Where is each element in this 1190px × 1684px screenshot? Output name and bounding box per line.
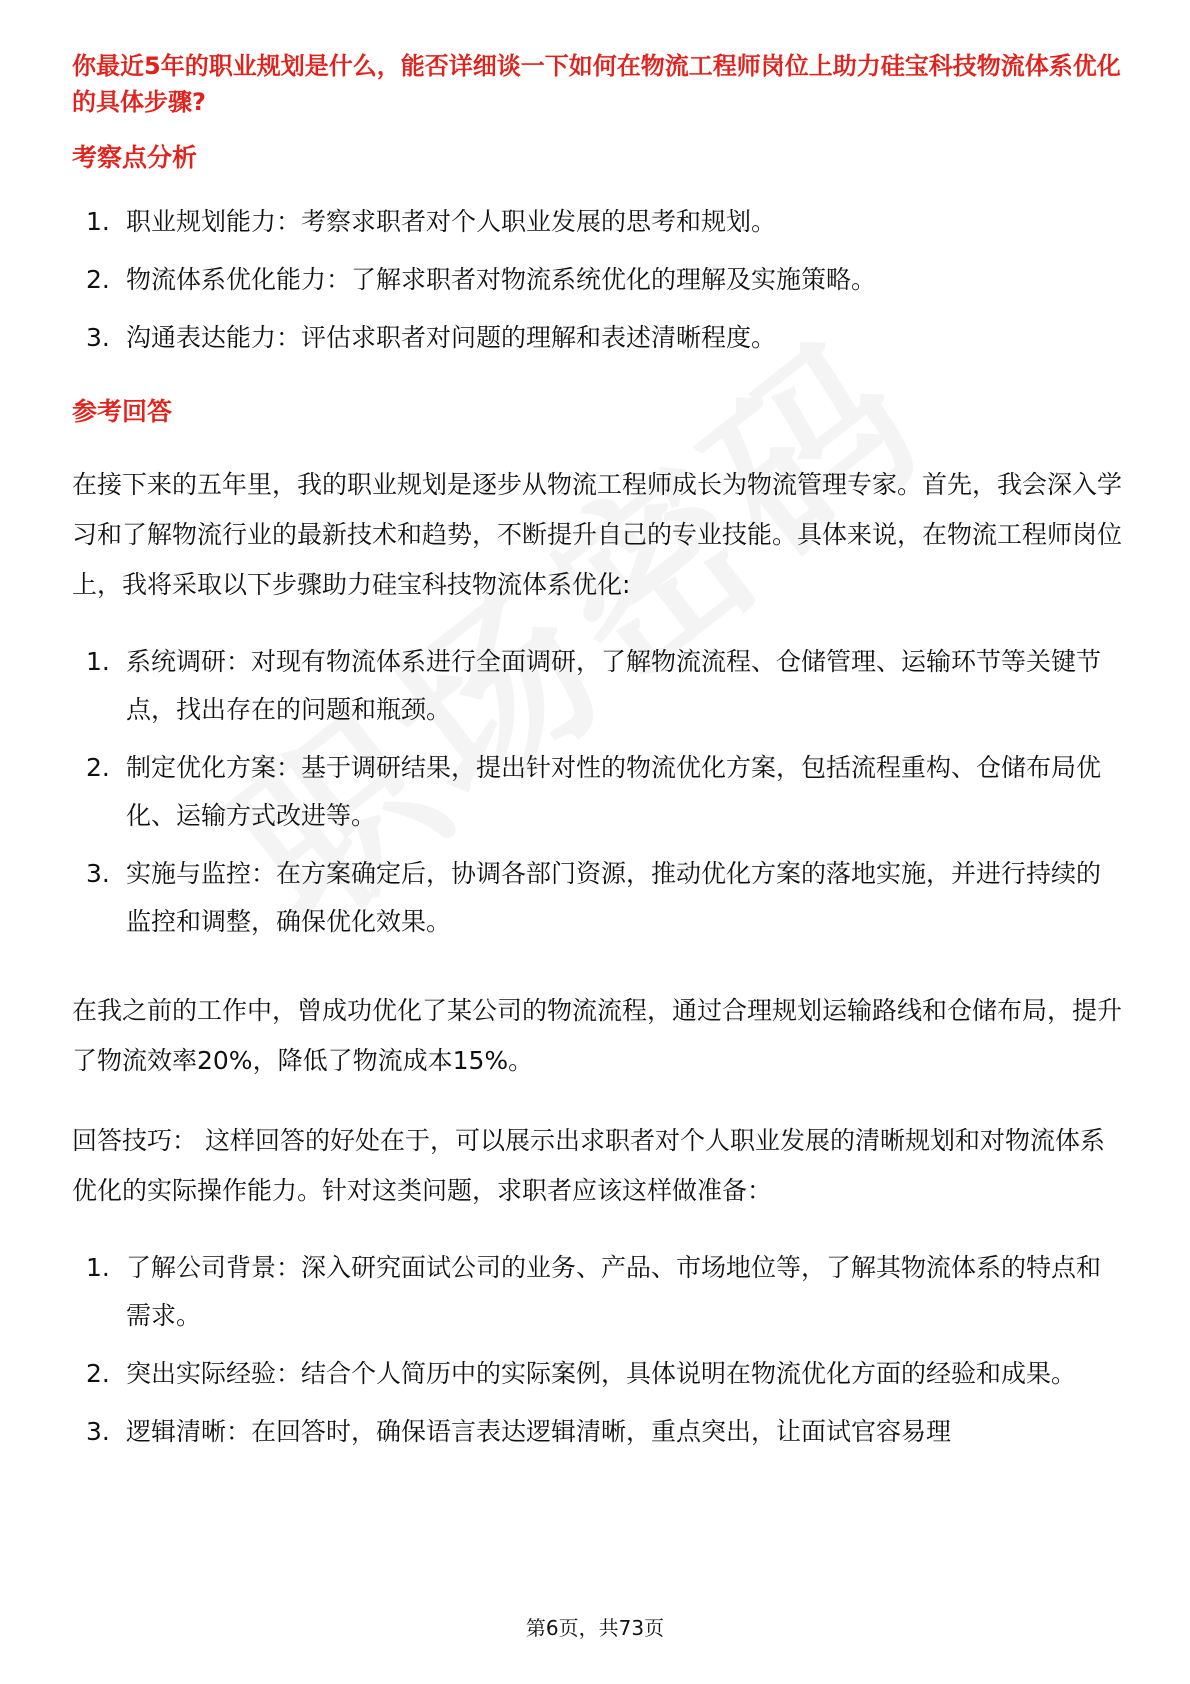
list-item-text: 物流体系优化能力：了解求职者对物流系统优化的理解及实施策略。 [126,265,877,294]
experience-paragraph: 在我之前的工作中，曾成功优化了某公司的物流流程，通过合理规划运输路线和仓储布局，提升了物流效率20%，降低了物流成本15%。 [72,996,1123,1075]
analysis-heading: 考察点分析 [72,143,198,172]
list-item [72,850,1122,946]
list-number: 2. [86,1359,110,1388]
list-item-text: 实施与监控：在方案确定后，协调各部门资源，推动优化方案的落地实施，并进行持续的监控和调整，确保优化效果。 [126,859,1102,936]
page-number: 第6页，共73页 [525,1616,665,1640]
list-item [72,744,1122,840]
list-item [72,1350,1122,1398]
page-content [72,48,1122,1456]
list-number: 1. [86,647,110,676]
steps-list [72,638,1122,946]
list-item-text: 沟通表达能力：评估求职者对问题的理解和表述清晰程度。 [126,323,777,352]
tips-intro: 回答技巧： 这样回答的好处在于，可以展示出求职者对个人职业发展的清晰规划和对物流体系优化的实际操作能力。针对这类问题，求职者应该这样做准备： [72,1126,1105,1205]
list-number: 2. [86,265,110,294]
list-item [72,256,1122,304]
list-number: 1. [86,207,110,236]
tips-list [72,1244,1122,1456]
list-item [72,198,1122,246]
list-number: 1. [86,1253,110,1282]
list-number: 3. [86,323,110,352]
list-item [72,314,1122,362]
list-number: 3. [86,1417,110,1446]
analysis-list [72,198,1122,362]
list-item-text: 制定优化方案：基于调研结果，提出针对性的物流优化方案，包括流程重构、仓储布局优化、运输方式改进等。 [126,753,1102,830]
list-item-text: 突出实际经验：结合个人简历中的实际案例，具体说明在物流优化方面的经验和成果。 [126,1359,1077,1388]
list-number: 3. [86,859,110,888]
list-item-text: 系统调研：对现有物流体系进行全面调研，了解物流流程、仓储管理、运输环节等关键节点，找出存在的问题和瓶颈。 [126,647,1102,724]
list-item [72,638,1122,734]
answer-intro: 在接下来的五年里，我的职业规划是逐步从物流工程师成长为物流管理专家。首先，我会深入学习和了解物流行业的最新技术和趋势，不断提升自己的专业技能。具体来说，在物流工程师岗位上，我将采取以下步骤助力硅宝科技物流体系优化: [72,470,1123,599]
question-title: 你最近5年的职业规划是什么，能否详细谈一下如何在物流工程师岗位上助力硅宝科技物流体系优化的具体步骤? [72,52,1121,116]
list-item-text: 逻辑清晰：在回答时，确保语言表达逻辑清晰，重点突出，让面试官容易理 [126,1417,952,1446]
list-item [72,1408,1122,1456]
list-item-text: 职业规划能力：考察求职者对个人职业发展的思考和规划。 [126,207,777,236]
list-number: 2. [86,753,110,782]
answer-heading: 参考回答 [72,397,173,426]
list-item [72,1244,1122,1340]
list-item-text: 了解公司背景：深入研究面试公司的业务、产品、市场地位等，了解其物流体系的特点和需求。 [126,1253,1102,1330]
